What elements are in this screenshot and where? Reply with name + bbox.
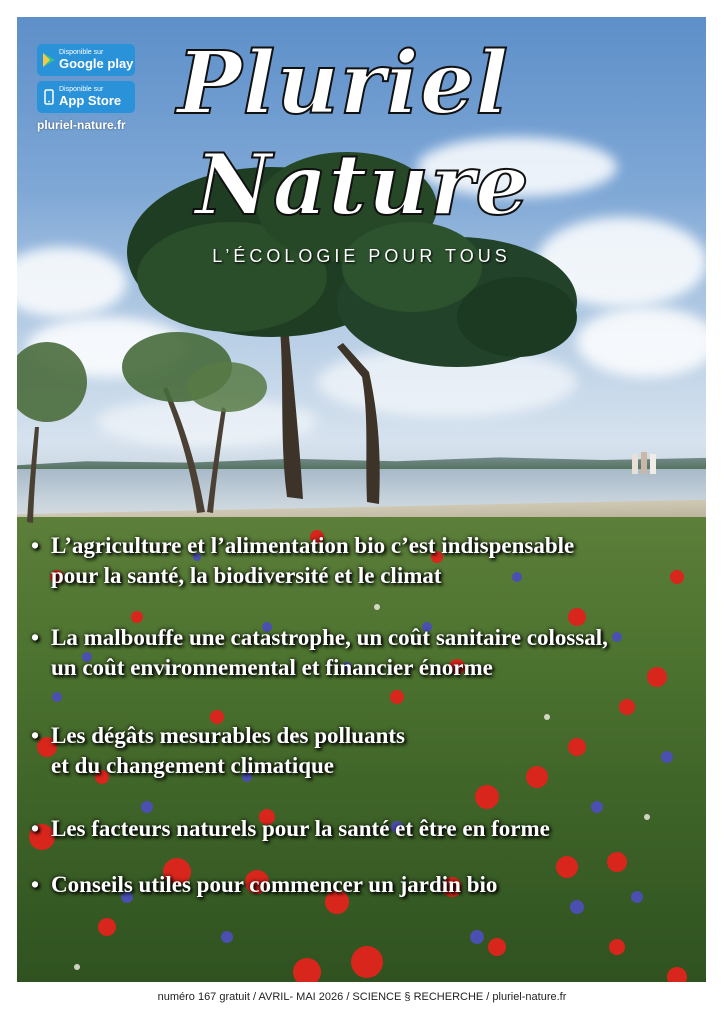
headline-item: • Les dégâts mesurables des polluants et du changement climatique [31,723,405,778]
headline-text: pour la santé, la biodiversité et le climat [51,563,442,588]
magazine-logo-nature: Nature [195,135,530,234]
headline-list [29,531,701,900]
app-store-badge[interactable] [37,81,135,113]
headline-text: Les dégâts mesurables des polluants [51,723,405,748]
issue-footer: numéro 167 gratuit / AVRIL- MAI 2026 / SCIENCE § RECHERCHE / pluriel-nature.fr [157,991,567,1003]
tagline: L’ÉCOLOGIE POUR TOUS [212,246,511,266]
google-badge-small-text: Disponible sur [59,49,104,56]
website-link[interactable]: pluriel-nature.fr [37,118,126,132]
headline-text: et du changement climatique [51,753,335,778]
headline-item: • Conseils utiles pour commencer un jardin bio [31,872,498,897]
google-play-icon [42,52,56,68]
headline-item: • Les facteurs naturels pour la santé et être en forme [31,816,550,841]
app-store-badge-label: App Store [59,93,122,108]
google-play-badge[interactable] [37,44,135,76]
headline-item: • L’agriculture et l’alimentation bio c’est indispensable pour la santé, la biodiversité et le climat [31,533,575,588]
headline-text: L’agriculture et l’alimentation bio c’est indispensable [51,533,575,558]
headline-text: un coût environnemental et financier énorme [51,655,493,680]
app-store-badge-small-text: Disponible sur [59,86,104,93]
google-badge-label: Google play [59,56,134,71]
headline-item: • La malbouffe une catastrophe, un coût sanitaire colossal, un coût environnemental et financier énorme [31,625,608,680]
headline-text: La malbouffe une catastrophe, un coût sanitaire colossal, [51,625,608,650]
headline-text: Les facteurs naturels pour la santé et être en forme [51,816,550,841]
headline-text: Conseils utiles pour commencer un jardin bio [51,872,498,897]
cover-photo [17,17,706,982]
magazine-logo-pluriel: Pluriel [177,33,510,134]
phone-icon [42,89,56,105]
